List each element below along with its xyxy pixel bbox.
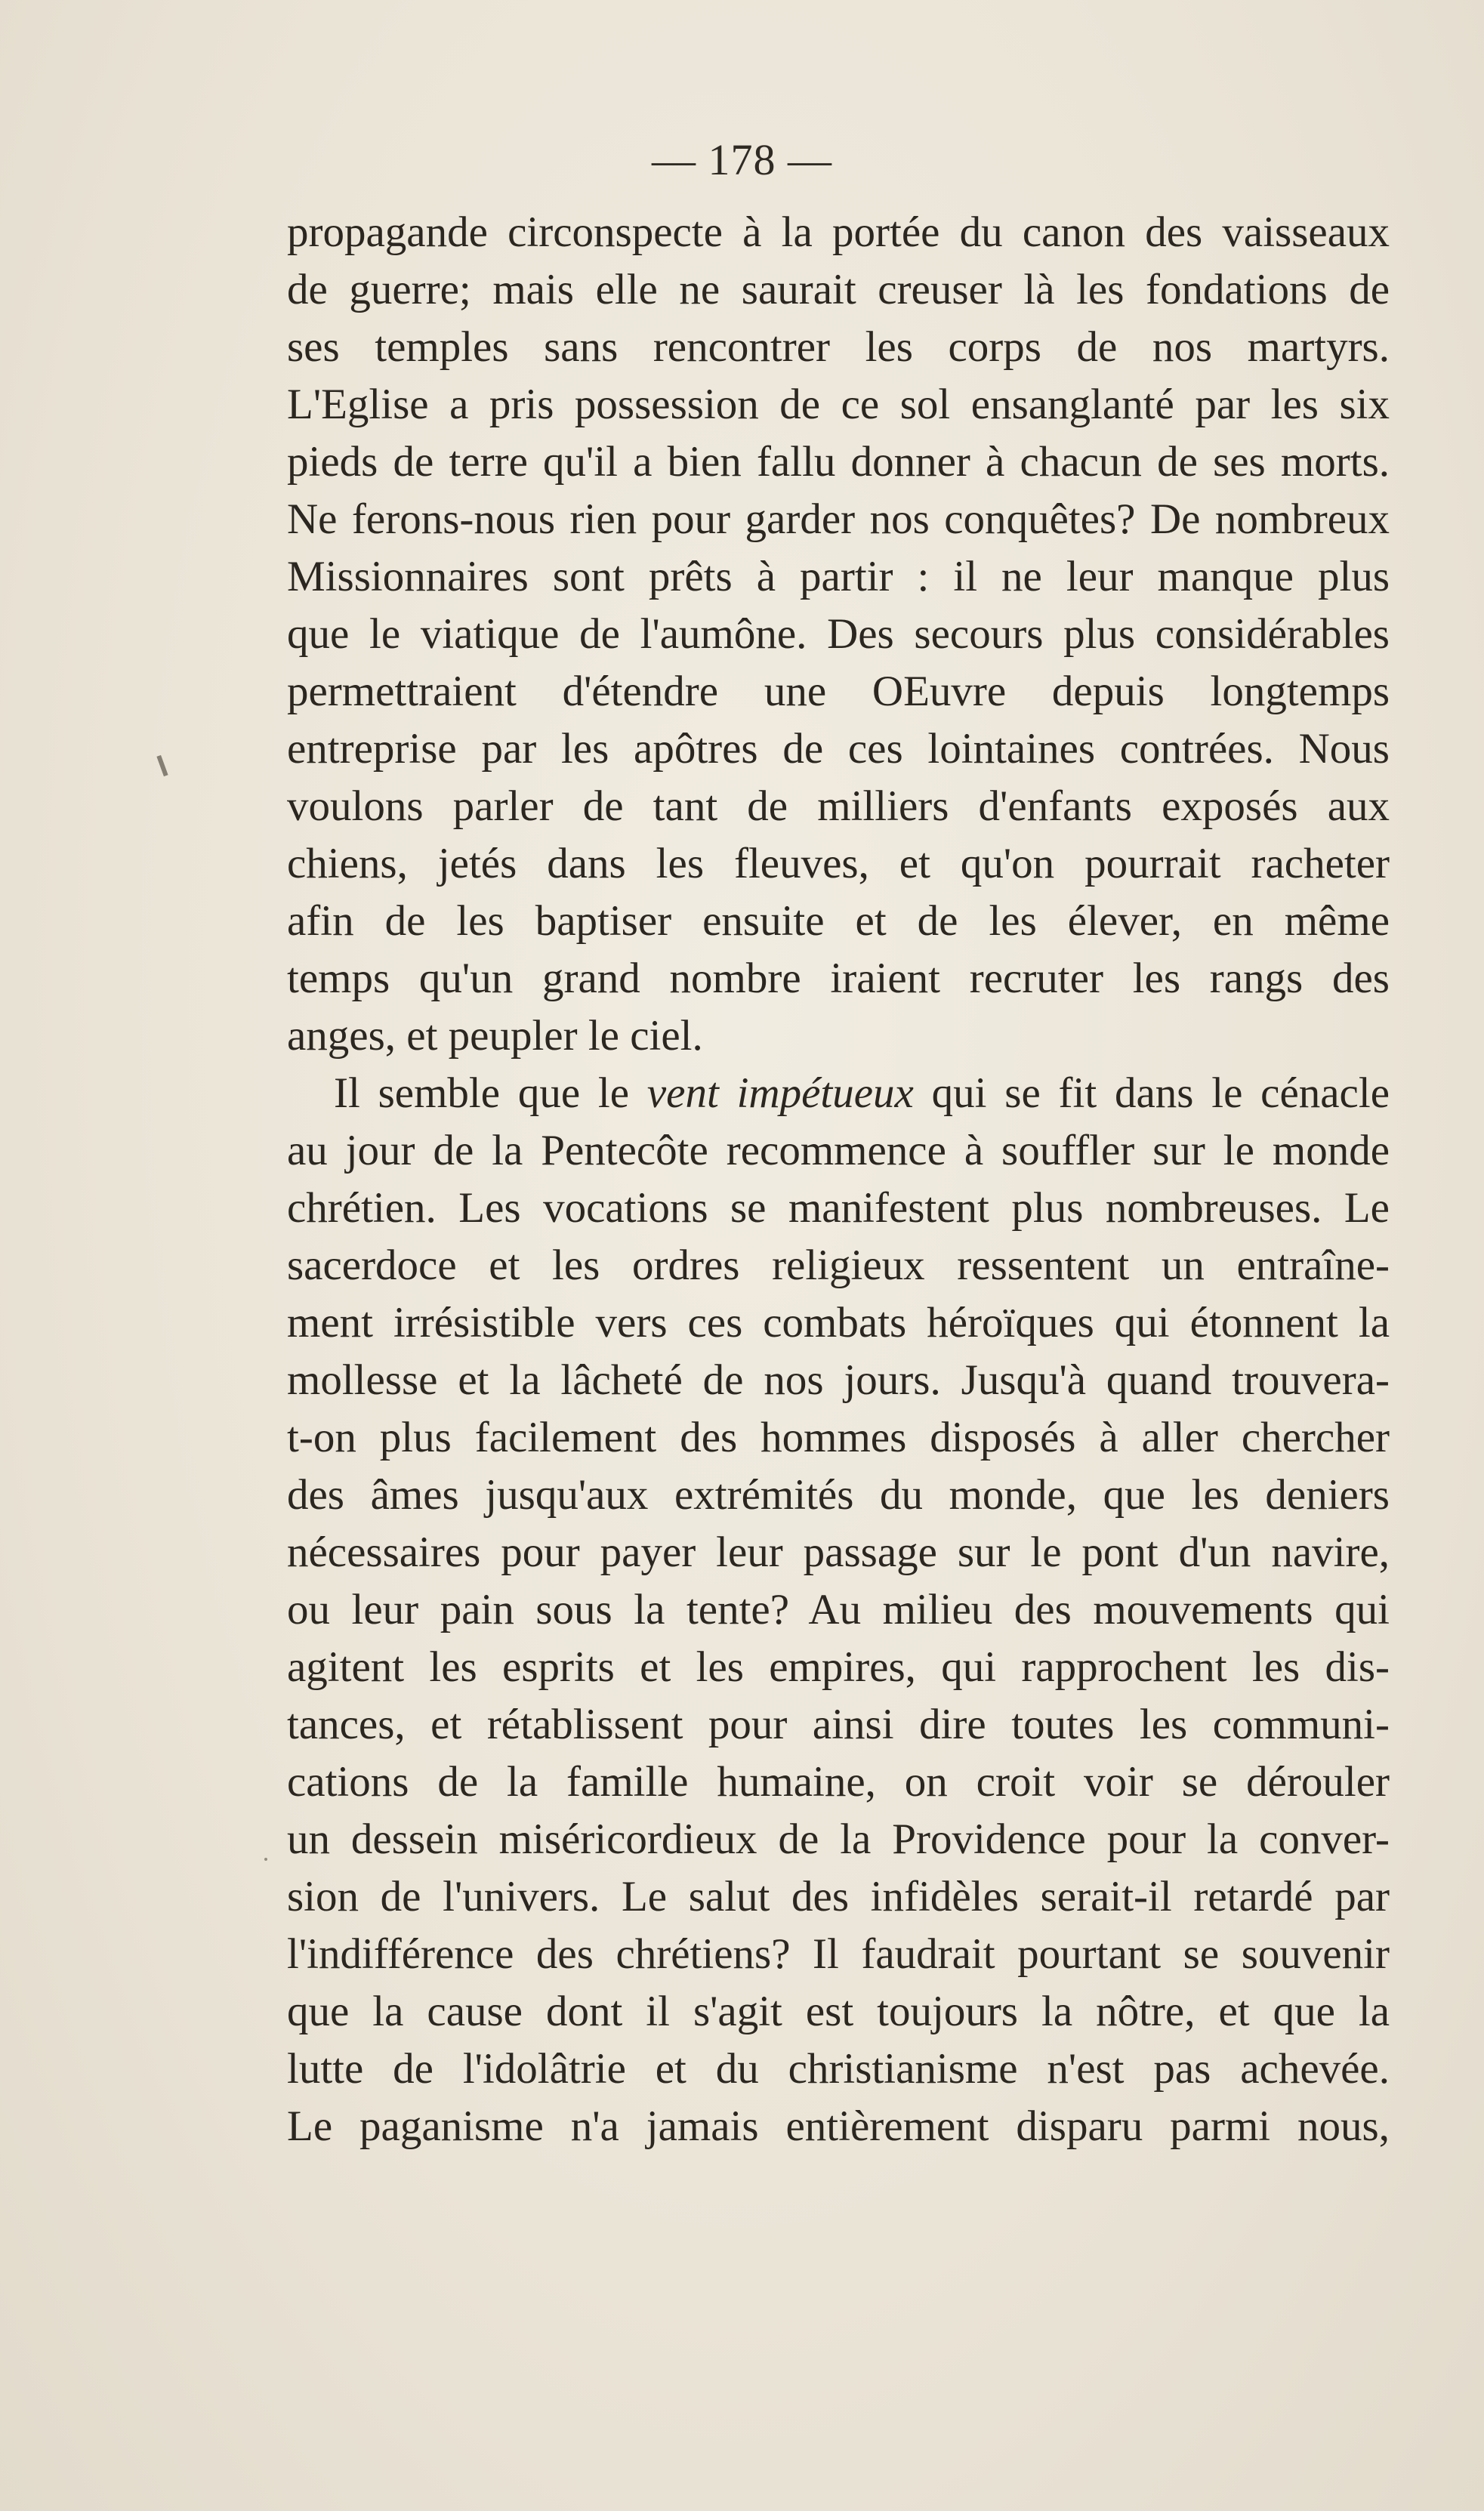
text-line: t-on plus facilement des hommes disposés à aller chercher	[287, 1414, 1390, 1461]
text-line: au jour de la Pentecôte recommence à souffler sur le monde	[287, 1127, 1390, 1174]
text-line: mollesse et la lâcheté de nos jours. Jusqu'à quand trouvera-	[287, 1356, 1390, 1404]
text-line: ou leur pain sous la tente? Au milieu des mouvements qui	[287, 1586, 1390, 1633]
text-line: chrétien. Les vocations se manifestent plus nombreuses. Le	[287, 1184, 1390, 1232]
text-line: pieds de terre qu'il a bien fallu donner à chacun de ses morts.	[287, 438, 1390, 486]
text-line: chiens, jetés dans les fleuves, et qu'on pourrait racheter	[287, 840, 1390, 887]
text-line: lutte de l'idolâtrie et du christianisme n'est pas achevée.	[287, 2045, 1390, 2093]
text-line: que la cause dont il s'agit est toujours la nôtre, et que la	[287, 1988, 1390, 2035]
text-line: nécessaires pour payer leur passage sur le pont d'un navire,	[287, 1529, 1390, 1576]
text-line: propagande circonspecte à la portée du canon des vaisseaux	[287, 208, 1390, 256]
text-line: sacerdoce et les ordres religieux ressentent un entraîne-	[287, 1242, 1390, 1289]
text-line: Le paganisme n'a jamais entièrement disparu parmi nous,	[287, 2102, 1390, 2150]
margin-pencil-mark	[156, 755, 168, 776]
italic-phrase: vent impétueux	[646, 1069, 914, 1117]
text-line: des âmes jusqu'aux extrémités du monde, que les deniers	[287, 1471, 1390, 1519]
text-line-first	[287, 1065, 1390, 1122]
text-line: ment irrésistible vers ces combats héroïques qui étonnent la	[287, 1299, 1390, 1347]
body-text	[287, 204, 1390, 2155]
text-line: l'indifférence des chrétiens? Il faudrait pourtant se souvenir	[287, 1930, 1390, 1978]
margin-dot-mark	[264, 1858, 267, 1861]
text-line: tances, et rétablissent pour ainsi dire toutes les communi-	[287, 1701, 1390, 1748]
page-number: — 178 —	[652, 135, 832, 184]
text-line: voulons parler de tant de milliers d'enfants exposés aux	[287, 782, 1390, 830]
text-line: Ne ferons-nous rien pour garder nos conquêtes? De nombreux	[287, 495, 1390, 543]
text-line: ses temples sans rencontrer les corps de nos martyrs.	[287, 323, 1390, 371]
text-line: afin de les baptiser ensuite et de les élever, en même	[287, 897, 1390, 945]
text-line: anges, et peupler le ciel.	[287, 1012, 703, 1060]
text-line: un dessein miséricordieux de la Providence pour la conver-	[287, 1815, 1390, 1863]
paragraph-1	[287, 204, 1390, 1065]
text-run: qui se fit dans le cénacle	[913, 1069, 1390, 1117]
text-line: cations de la famille humaine, on croit voir se dérouler	[287, 1758, 1390, 1806]
text-run: Il semble que le	[334, 1069, 647, 1117]
text-line: que le viatique de l'aumône. Des secours plus considérables	[287, 610, 1390, 658]
text-line: L'Eglise a pris possession de ce sol ensanglanté par les six	[287, 381, 1390, 428]
text-line: agitent les esprits et les empires, qui rapprochent les dis-	[287, 1643, 1390, 1691]
paragraph-2	[287, 1065, 1390, 2155]
text-line: temps qu'un grand nombre iraient recruter les rangs des	[287, 955, 1390, 1002]
text-line: Missionnaires sont prêts à partir : il ne leur manque plus	[287, 553, 1390, 600]
text-line: de guerre; mais elle ne saurait creuser là les fondations de	[287, 266, 1390, 313]
text-line: sion de l'univers. Le salut des infidèles serait-il retardé par	[287, 1873, 1390, 1920]
text-line: entreprise par les apôtres de ces lointaines contrées. Nous	[287, 725, 1390, 773]
text-line: permettraient d'étendre une OEuvre depuis longtemps	[287, 668, 1390, 715]
